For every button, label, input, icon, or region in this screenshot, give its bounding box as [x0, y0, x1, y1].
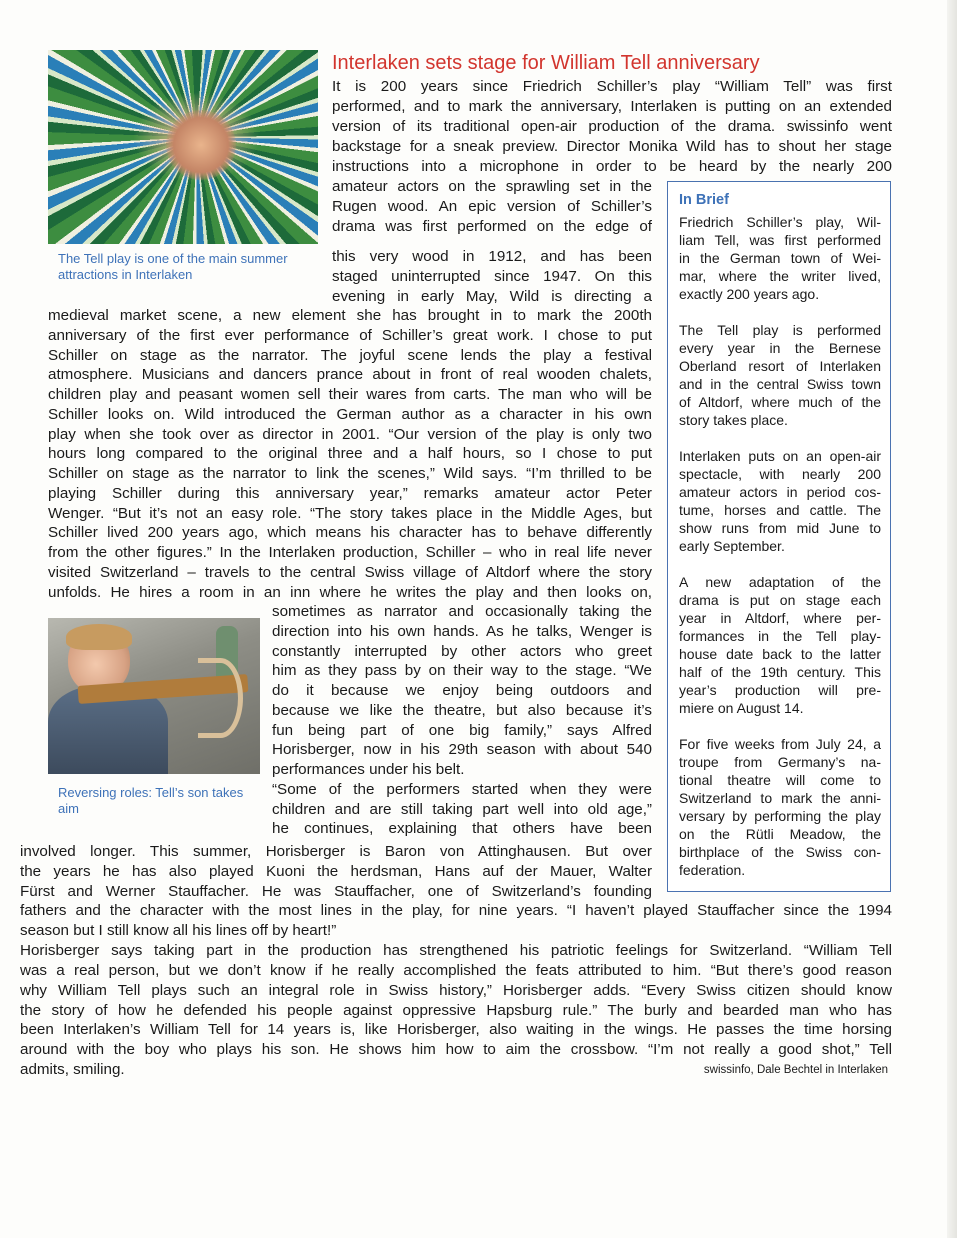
article-line: direction into his own hands. As he talks, Wenger is	[272, 622, 652, 640]
article-line: instructions into a microphone in order to be heard by the nearly 200	[332, 158, 892, 175]
article-line: Wenger. “But it’s not an easy role. “The story takes place in the Middle Ages, but	[48, 504, 652, 522]
article-line: anniversary of the first ever performance of Schiller’s great work. I chose to put	[48, 326, 652, 344]
in-brief-line: every year in the Bernese	[679, 340, 881, 356]
article-line: Horisberger, now in his 29th season with about 540	[272, 741, 652, 759]
in-brief-line: The Tell play is performed	[679, 322, 881, 338]
article-credit: swissinfo, Dale Bechtel in Interlaken	[703, 1064, 888, 1076]
in-brief-line: on the Rütli Meadow, the	[679, 826, 881, 842]
in-brief-line: year’s production will pre-	[679, 682, 881, 698]
article-line: Fürst and Werner Stauffacher. He was Stauffacher, one of Switzerland’s founding	[20, 882, 652, 900]
article-line: because we like the theatre, but also because it’s	[272, 701, 652, 719]
in-brief-line: federation.	[679, 862, 746, 878]
article-line: this very wood in 1912, and has been	[332, 248, 652, 265]
article-line: It is 200 years since Friedrich Schiller’s play “William Tell” was first	[332, 78, 892, 95]
article-line: the story of how he defended his people against oppressive Hapsburg rule.” The burly and bearded man who has	[20, 1001, 892, 1019]
article-line: backstage for a sneak preview. Director Monika Wild has to shout her stage	[332, 138, 892, 155]
in-brief-line: tume, horses and cattle. The	[679, 502, 881, 518]
crossbow-boy-photo	[48, 618, 260, 774]
article-line: children play and peasant women sell their wares from carts. The man who will be	[48, 386, 652, 403]
in-brief-line: and in the central Swiss town	[679, 376, 881, 392]
article-line: Horisberger says taking part in the production has strengthened his patriotic feelings for Switzerland. “William Tell	[20, 941, 892, 959]
in-brief-line: miere on August 14.	[679, 700, 804, 716]
article-line: admits, smiling.	[20, 1061, 125, 1079]
in-brief-line: early September.	[679, 538, 785, 554]
article-line: fun being part of one big family,” says Alfred	[272, 721, 652, 739]
in-brief-line: liam Tell, was first performed	[679, 232, 881, 248]
article-line: Schiller on stage as the narrator. The joyful scene lends the play a festival	[48, 346, 652, 364]
in-brief-line: story takes place.	[679, 412, 788, 428]
in-brief-line: Friedrich Schiller’s play, Wil-	[679, 214, 881, 230]
article-line: was a real person, but we don’t know if he really accomplished the feats attributed to him. “But there’s good reason	[20, 961, 892, 979]
article-line: the years he has also played Kuoni the herdsman, Hans auf der Mauer, Walter	[20, 862, 652, 880]
article-line: sometimes as narrator and occasionally taking the	[272, 603, 652, 620]
in-brief-line: half of the 19th century. This	[679, 664, 881, 680]
article-line: do it because we enjoy being outdoors and	[272, 682, 652, 699]
in-brief-line: of Altdorf, where much of the	[679, 394, 881, 410]
in-brief-line: Switzerland to mark the anni-	[679, 790, 881, 806]
in-brief-line: spectacle, with nearly 200	[679, 466, 881, 482]
article-line: version of its traditional open-air production of the drama. swissinfo went	[332, 118, 892, 135]
article-line: drama was first performed on the edge of	[332, 218, 652, 235]
in-brief-line: drama is put on stage each	[679, 592, 881, 608]
article-line: around with the boy who plays his son. He shows him how to aim the crossbow. “I’m not really a good shot,” Tell	[20, 1041, 892, 1059]
in-brief-line: For five weeks from July 24, a	[679, 736, 881, 752]
crossbow-bow	[198, 658, 243, 738]
article-line: fathers and the character with the most lines in the play, for nine years. “I haven’t played Stauffacher since the 1994	[20, 902, 892, 919]
article-line: why William Tell plays such an integral role in Swiss history,” Horisberger adds. “Every Swiss citizen should know	[20, 981, 892, 999]
in-brief-line: exactly 200 years ago.	[679, 286, 820, 302]
in-brief-title: In Brief	[679, 192, 729, 208]
article-line: Schiller looks on. Wild introduced the German author as a character in his own	[48, 405, 652, 423]
article-line: unfolds. He hires a room in an inn where he writes the play and then looks on,	[48, 583, 652, 601]
article-line: visited Switzerland – travels to the central Swiss village of Altdorf where the story	[48, 563, 652, 581]
article-line: medieval market scene, a new element she has brought in to mark the 200th	[48, 307, 652, 324]
article-line: playing Schiller during this anniversary year,” remarks amateur actor Peter	[48, 484, 652, 502]
article-line: staged uninterrupted since 1947. On this	[332, 268, 652, 285]
article-line: performances under his belt.	[272, 761, 465, 778]
in-brief-line: tional theatre will come to	[679, 772, 881, 788]
article-line: “Some of the performers started when they were	[272, 780, 652, 798]
in-brief-line: versary by performing the play	[679, 808, 881, 824]
in-brief-line: in the German town of Wei-	[679, 250, 881, 266]
photo2-caption: Reversing roles: Tell’s son takes aim	[58, 785, 244, 816]
in-brief-line: A new adaptation of the	[679, 574, 881, 590]
article-line: constantly interrupted by other actors who greet	[272, 642, 652, 660]
article-line: atmosphere. Musicians and dancers prance about in front of real wooden chalets,	[48, 366, 652, 384]
article-line: amateur actors on the sprawling set in the	[332, 178, 652, 195]
tell-play-photo	[48, 50, 318, 244]
in-brief-line: Interlaken puts on an open-air	[679, 448, 881, 464]
article-line: been Interlaken’s William Tell for 14 years is, like Horisberger, also waiting in the wings. He passes the time horsing	[20, 1021, 892, 1039]
article-line: season but I still know all his lines off by heart!”	[20, 921, 337, 939]
in-brief-line: mar, where the writer lived,	[679, 268, 881, 284]
article-line: Schiller lived 200 years ago, which means his character has to behave differently	[48, 524, 652, 542]
article-line: play when she took over as director in 2001. “Our version of the play is only two	[48, 425, 652, 443]
article-line: performed, and to mark the anniversary, Interlaken is putting on an extended	[332, 98, 892, 115]
in-brief-line: amateur actors in period cos-	[679, 484, 881, 500]
photo1-caption: The Tell play is one of the main summer attractions in Interlaken	[58, 251, 288, 282]
article-line: hours long compared to the original three and a half hours, so I chose to put	[48, 445, 652, 463]
boy-hair	[66, 624, 132, 650]
photo-blur-detail	[166, 110, 236, 180]
article-headline: Interlaken sets stage for William Tell anniversary	[332, 52, 760, 74]
in-brief-line: formances in the Tell play-	[679, 628, 881, 644]
article-line: he continues, explaining that others have been	[272, 820, 652, 838]
in-brief-line: year in Altdorf, where per-	[679, 610, 881, 626]
in-brief-line: troupe from Germany’s na-	[679, 754, 881, 770]
article-line: evening in early May, Wild is directing a	[332, 288, 652, 305]
article-line: children and are still taking part well into old age,”	[272, 800, 652, 818]
in-brief-line: show runs from mid June to	[679, 520, 881, 536]
in-brief-line: Oberland resort of Interlaken	[679, 358, 881, 374]
article-line: involved longer. This summer, Horisberger is Baron von Attinghausen. But over	[20, 843, 652, 860]
in-brief-line: birthplace of the Swiss con-	[679, 844, 881, 860]
page-edge	[947, 0, 957, 1238]
article-line: him as they pass by on their way to the stage. “We	[272, 662, 652, 680]
article-line: from the other figures.” In the Interlaken production, Schiller – who in real life never	[48, 544, 652, 561]
article-line: Schiller on stage as the narrator to link the scenes,” Wild says. “I’m thrilled to be	[48, 465, 652, 482]
article-line: Rugen wood. An epic version of Schiller’s	[332, 198, 652, 215]
in-brief-line: house date back to the latter	[679, 646, 881, 662]
